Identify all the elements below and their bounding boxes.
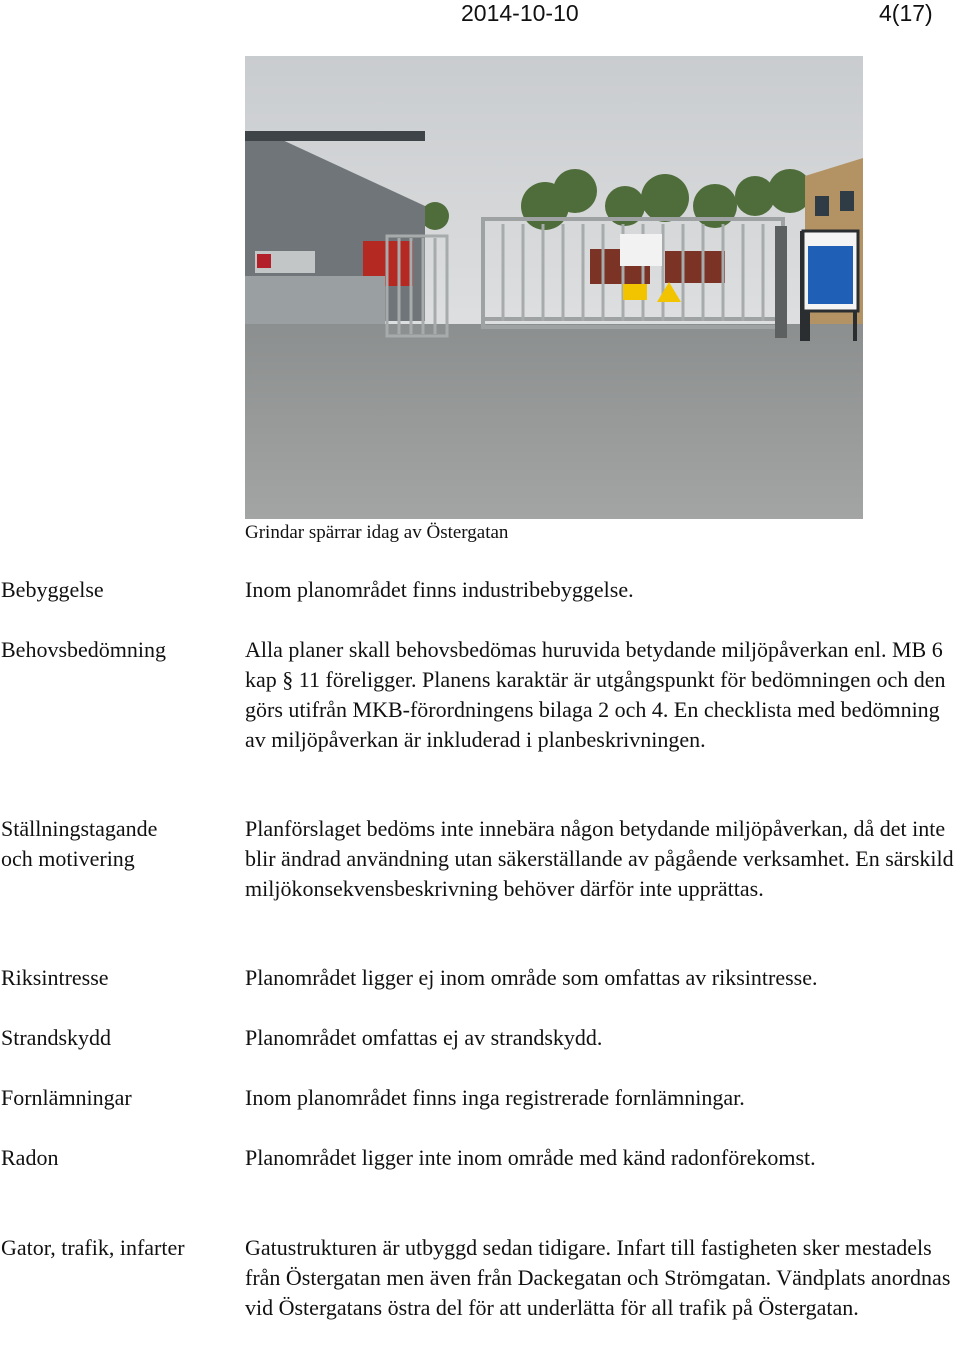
gate-photo bbox=[245, 56, 863, 519]
label-riksintresse: Riksintresse bbox=[1, 965, 109, 990]
label-stallningstagande bbox=[1, 814, 233, 874]
text-stallningstagande: Planförslaget bedöms inte innebära någon betydande miljöpåverkan, då det inte blir ändrad användning utan säkerställande av pågående verksamhet. En särskild miljökonsekvensbeskrivning behöver därför inte upprättas. bbox=[245, 816, 954, 901]
label-radon: Radon bbox=[1, 1145, 59, 1170]
text-gator: Gatustrukturen är utbyggd sedan tidigare. Infart till fastigheten sker mestadels från Östergatan men även från Dackegatan och Strömgatan. Vändplats anordnas vid Östergatans östra del för att underlätta för all trafik på Östergatan. bbox=[245, 1235, 951, 1320]
label-stallningstagande-line1: Ställningstagande bbox=[1, 816, 158, 841]
header-page-number: 4(17) bbox=[879, 0, 933, 26]
text-fornlamningar: Inom planområdet finns inga registrerade fornlämningar. bbox=[245, 1085, 745, 1110]
label-strandskydd: Strandskydd bbox=[1, 1025, 111, 1050]
photo-gate-sign bbox=[620, 234, 662, 266]
text-behovsbedomning: Alla planer skall behovsbedömas huruvida betydande miljöpåverkan enl. MB 6 kap § 11 föreligger. Planens karaktär är utgångspunkt för bedömningen och den görs utifrån MKB-förordningens bilaga 2 och 4. En checklista med bedömning av miljöpåverkan är inkluderad i planbeskrivningen. bbox=[245, 637, 946, 752]
header-date: 2014-10-10 bbox=[461, 0, 579, 26]
label-bebyggelse: Bebyggelse bbox=[1, 577, 104, 602]
photo-road bbox=[245, 324, 863, 519]
text-riksintresse: Planområdet ligger ej inom område som omfattas av riksintresse. bbox=[245, 965, 818, 990]
text-bebyggelse: Inom planområdet finns industribebyggelse. bbox=[245, 577, 634, 602]
text-strandskydd: Planområdet omfattas ej av strandskydd. bbox=[245, 1025, 603, 1050]
text-radon: Planområdet ligger inte inom område med känd radonförekomst. bbox=[245, 1145, 816, 1170]
label-gator: Gator, trafik, infarter bbox=[1, 1235, 185, 1260]
label-behovsbedomning: Behovsbedömning bbox=[1, 637, 166, 662]
photo-caption: Grindar spärrar idag av Östergatan bbox=[245, 522, 509, 543]
label-stallningstagande-line2: och motivering bbox=[1, 846, 135, 871]
label-fornlamningar: Fornlämningar bbox=[1, 1085, 132, 1110]
